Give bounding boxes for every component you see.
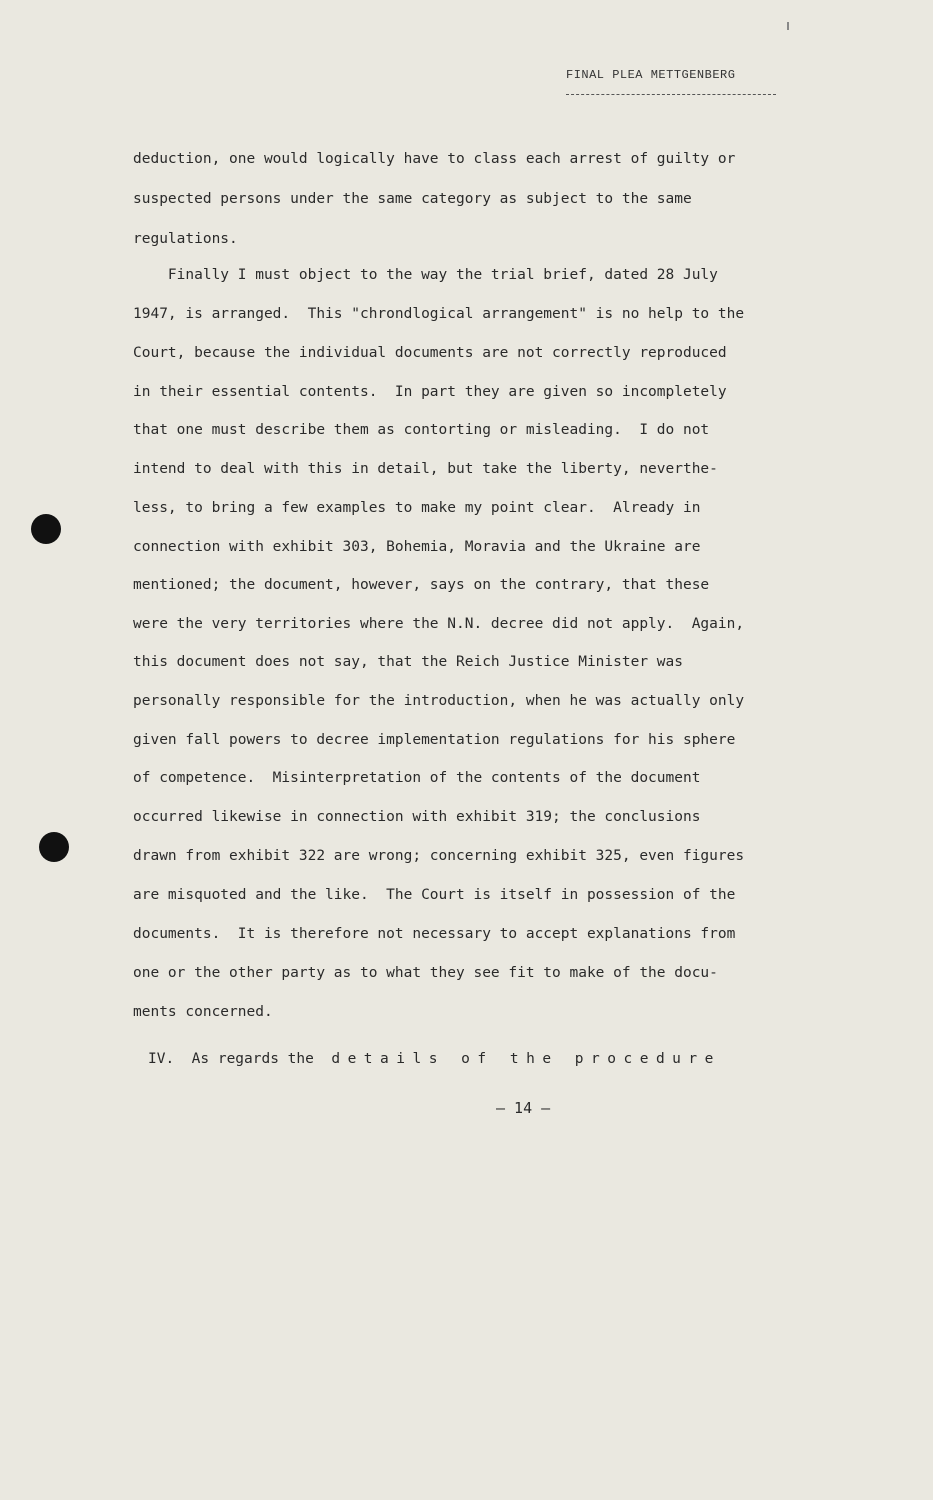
body-line: connection with exhibit 303, Bohemia, Moravia and the Ukraine are <box>133 539 701 555</box>
section-prefix: IV. As regards the <box>148 1051 314 1067</box>
body-line: are misquoted and the like. The Court is itself in possession of the <box>133 887 736 903</box>
body-line: Court, because the individual documents are not correctly reproduced <box>133 345 727 361</box>
margin-mark <box>787 22 789 30</box>
header-underline <box>566 94 776 95</box>
body-line: in their essential contents. In part they are given so incompletely <box>133 384 727 400</box>
body-line: given fall powers to decree implementation regulations for his sphere <box>133 732 736 748</box>
body-line: ments concerned. <box>133 1004 273 1020</box>
body-line: were the very territories where the N.N. decree did not apply. Again, <box>133 616 745 632</box>
body-line: documents. It is therefore not necessary to accept explanations from <box>133 926 736 942</box>
body-line: intend to deal with this in detail, but take the liberty, neverthe- <box>133 461 718 477</box>
body-line: regulations. <box>133 231 238 247</box>
body-line: Finally I must object to the way the trial brief, dated 28 July <box>133 267 718 283</box>
body-line: personally responsible for the introduction, when he was actually only <box>133 693 745 709</box>
body-line: less, to bring a few examples to make my point clear. Already in <box>133 500 701 516</box>
body-line: suspected persons under the same category as subject to the same <box>133 191 692 207</box>
body-line: mentioned; the document, however, says on the contrary, that these <box>133 577 710 593</box>
body-line: deduction, one would logically have to class each arrest of guilty or <box>133 151 736 167</box>
section-heading-line <box>148 1050 721 1068</box>
punch-hole <box>31 514 61 544</box>
section-spaced-title: details of the procedure <box>331 1051 721 1067</box>
page-number: – 14 – <box>496 1099 551 1117</box>
body-line: occurred likewise in connection with exhibit 319; the conclusions <box>133 809 701 825</box>
body-line: drawn from exhibit 322 are wrong; concerning exhibit 325, even figures <box>133 848 745 864</box>
page-header: FINAL PLEA METTGENBERG <box>566 68 736 82</box>
punch-hole <box>39 832 69 862</box>
body-line: 1947, is arranged. This "chrondlogical arrangement" is no help to the <box>133 306 745 322</box>
body-line: this document does not say, that the Reich Justice Minister was <box>133 654 683 670</box>
body-line: that one must describe them as contorting or misleading. I do not <box>133 422 710 438</box>
body-line: one or the other party as to what they see fit to make of the docu- <box>133 965 718 981</box>
body-line: of competence. Misinterpretation of the contents of the document <box>133 770 701 786</box>
